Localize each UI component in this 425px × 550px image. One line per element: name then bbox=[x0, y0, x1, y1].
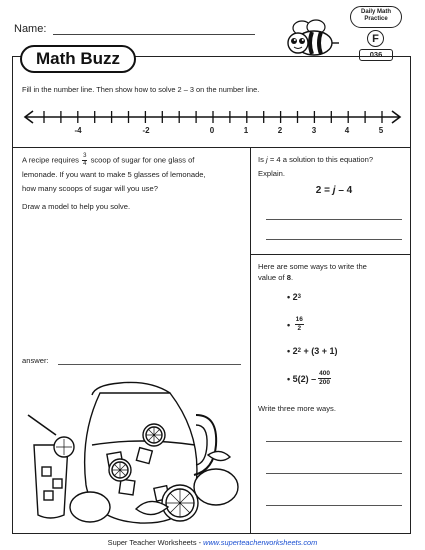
way-answer-line[interactable] bbox=[266, 505, 402, 506]
badge-line2: Practice bbox=[364, 16, 388, 22]
badge-letter: F bbox=[367, 30, 384, 47]
badge-line1: Daily Math bbox=[360, 9, 391, 15]
way-item-2: • 16 2 bbox=[287, 316, 303, 332]
nl-label: 4 bbox=[344, 126, 350, 135]
way-answer-line[interactable] bbox=[266, 473, 402, 474]
way-item-3: • 2 2 + (3 + 1) bbox=[287, 346, 338, 356]
nl-label: 1 bbox=[243, 126, 249, 135]
footer-url[interactable]: www.superteacherworksheets.com bbox=[203, 538, 318, 547]
fraction: $\frac{3}{4}$ bbox=[83, 153, 87, 167]
nl-label: 0 bbox=[209, 126, 215, 135]
recipe-text: scoop of sugar for one glass of bbox=[90, 155, 195, 165]
bee-icon bbox=[284, 18, 344, 60]
footer-brand: Super Teacher Worksheets bbox=[107, 538, 197, 547]
more-ways-prompt: Write three more ways. bbox=[258, 404, 336, 413]
answer-label: answer: bbox=[22, 356, 49, 365]
badge-number: 036 bbox=[359, 49, 393, 61]
recipe-text: how many scoops of sugar will you use? bbox=[22, 184, 158, 193]
ways-intro: Here are some ways to write the value of 8. bbox=[258, 262, 367, 282]
way-item-1: • 2 3 bbox=[287, 292, 302, 302]
explain-line[interactable] bbox=[266, 239, 402, 240]
column-divider bbox=[250, 147, 251, 534]
nl-label: -2 bbox=[142, 126, 150, 135]
nl-label: -4 bbox=[74, 126, 82, 135]
explain-line[interactable] bbox=[266, 219, 402, 220]
way-answer-line[interactable] bbox=[266, 441, 402, 442]
nl-label: 2 bbox=[277, 126, 283, 135]
right-section-divider bbox=[250, 254, 411, 255]
worksheet-title: Math Buzz bbox=[20, 45, 136, 73]
section-divider bbox=[12, 147, 411, 148]
recipe-text: lemonade. If you want to make 5 glasses of lemonade, bbox=[22, 170, 206, 179]
answer-line[interactable] bbox=[58, 364, 241, 365]
lemonade-illustration bbox=[20, 375, 245, 533]
equation-question: Is j = 4 a solution to this equation? Explain. bbox=[258, 155, 374, 178]
daily-practice-badge bbox=[350, 4, 402, 64]
nl-label: 3 bbox=[311, 126, 317, 135]
recipe-problem bbox=[22, 153, 247, 214]
footer: Super Teacher Worksheets - www.superteacherworksheets.com bbox=[107, 538, 318, 547]
nl-label: 5 bbox=[378, 126, 384, 135]
model-prompt: Draw a model to help you solve. bbox=[22, 202, 131, 211]
name-line[interactable] bbox=[53, 34, 255, 35]
numberline-instructions: Fill in the number line. Then show how to solve 2 – 3 on the number line. bbox=[22, 85, 260, 94]
equation: 2 = j – 4 bbox=[315, 185, 353, 196]
name-label: Name: bbox=[14, 23, 47, 35]
way-item-4: • 5(2) – 400 200 bbox=[287, 370, 331, 386]
recipe-text: A recipe requires bbox=[22, 155, 79, 165]
